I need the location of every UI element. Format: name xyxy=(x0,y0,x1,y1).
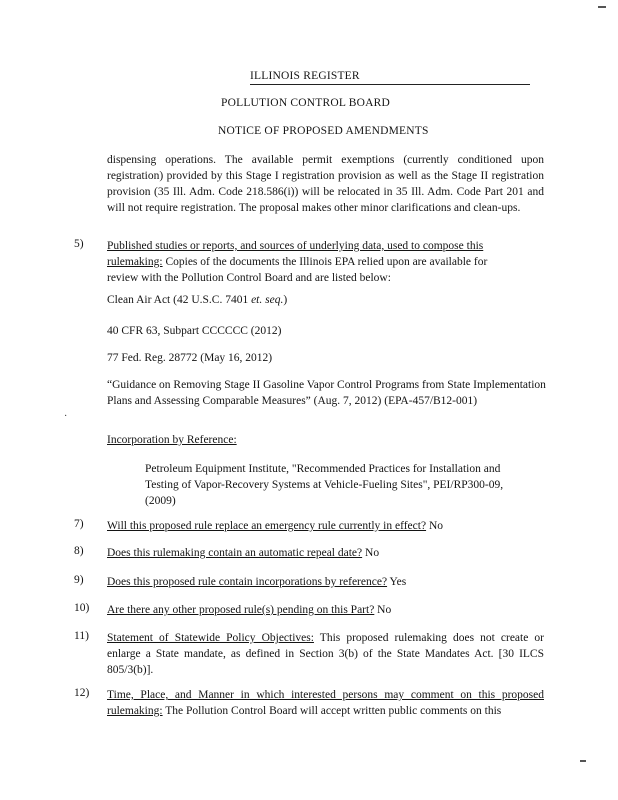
item-10-number: 10) xyxy=(74,602,90,614)
item-11-heading: Statement of Statewide Policy Objectives: xyxy=(107,632,314,644)
source-item: “Guidance on Removing Stage II Gasoline Vapor Control Programs from State Implementation Plans and Assessing Comparable Measures” (Aug. 7, 2012) (EPA-457/B12-001) xyxy=(107,379,546,407)
item-5-paragraph xyxy=(107,238,521,286)
item-12-text: The Pollution Control Board will accept written public comments on this xyxy=(162,705,502,717)
item-8-question: Does this rulemaking contain an automatic repeal date? xyxy=(107,547,363,559)
board-title: POLLUTION CONTROL BOARD xyxy=(221,97,391,109)
source-text: Clean Air Act (42 U.S.C. 7401 xyxy=(107,294,252,306)
header-rule xyxy=(250,84,530,85)
item-8-line xyxy=(107,545,547,561)
register-title: ILLINOIS REGISTER xyxy=(250,70,360,82)
item-10-answer: No xyxy=(374,604,392,616)
item-12-paragraph xyxy=(107,687,544,719)
notice-title: NOTICE OF PROPOSED AMENDMENTS xyxy=(218,125,429,137)
item-7-number: 7) xyxy=(74,518,84,530)
item-7-question: Will this proposed rule replace an emergency rule currently in effect? xyxy=(107,520,427,532)
item-9-answer: Yes xyxy=(387,576,407,588)
item-11-paragraph xyxy=(107,630,544,678)
item-8-number: 8) xyxy=(74,545,84,557)
source-item xyxy=(107,292,544,308)
intro-paragraph: dispensing operations. The available permit exemptions (currently conditioned upon registration) provided by this Stage I registration provision as well as the Stage II registration provision (35 Ill. Adm. Code 218.586(i)) will be relocated in 35 Ill. Adm. Code Part 201 and will not require registration. The proposal makes other minor clarifications and clean-ups. xyxy=(107,154,544,214)
source-item: 40 CFR 63, Subpart CCCCCC (2012) xyxy=(107,325,282,337)
item-9-number: 9) xyxy=(74,574,84,586)
item-12-heading: Time, Place, and Manner in which interested persons may comment on this proposed rulemaking: xyxy=(107,689,544,717)
item-5-text: Copies of the documents the Illinois EPA relied upon are available for review with the Pollution Control Board and are listed below: xyxy=(107,256,488,284)
item-7-line xyxy=(107,518,547,534)
incorporation-label: Incorporation by Reference: xyxy=(107,434,237,446)
item-10-question: Are there any other proposed rule(s) pending on this Part? xyxy=(107,604,375,616)
item-9-question: Does this proposed rule contain incorporations by reference? xyxy=(107,576,388,588)
margin-dot: · xyxy=(64,411,68,422)
item-11-text: This proposed rulemaking does not create or enlarge a State mandate, as defined in Section 3(b) of the State Mandates Act. [30 ILCS 805/3(b)]. xyxy=(107,632,544,676)
item-7-answer: No xyxy=(426,520,443,532)
scan-speck xyxy=(598,6,606,8)
scan-speck xyxy=(580,760,586,762)
item-11-number: 11) xyxy=(74,630,89,642)
item-8-answer: No xyxy=(362,547,380,559)
item-9-line xyxy=(107,574,547,590)
item-12-number: 12) xyxy=(74,687,90,699)
source-italic: et. seq. xyxy=(251,294,284,306)
source-text-end: ) xyxy=(283,294,288,306)
item-5-number: 5) xyxy=(74,238,84,250)
item-10-line xyxy=(107,602,547,618)
item-5-heading: Published studies or reports, and sources of underlying data, used to compose this rulemaking: xyxy=(107,240,484,268)
source-item: 77 Fed. Reg. 28772 (May 16, 2012) xyxy=(107,352,273,364)
incorporation-text: Petroleum Equipment Institute, "Recommended Practices for Installation and Testing of Vapor-Recovery Systems at Vehicle-Fueling Sites", PEI/RP300-09, (2009) xyxy=(145,463,504,507)
